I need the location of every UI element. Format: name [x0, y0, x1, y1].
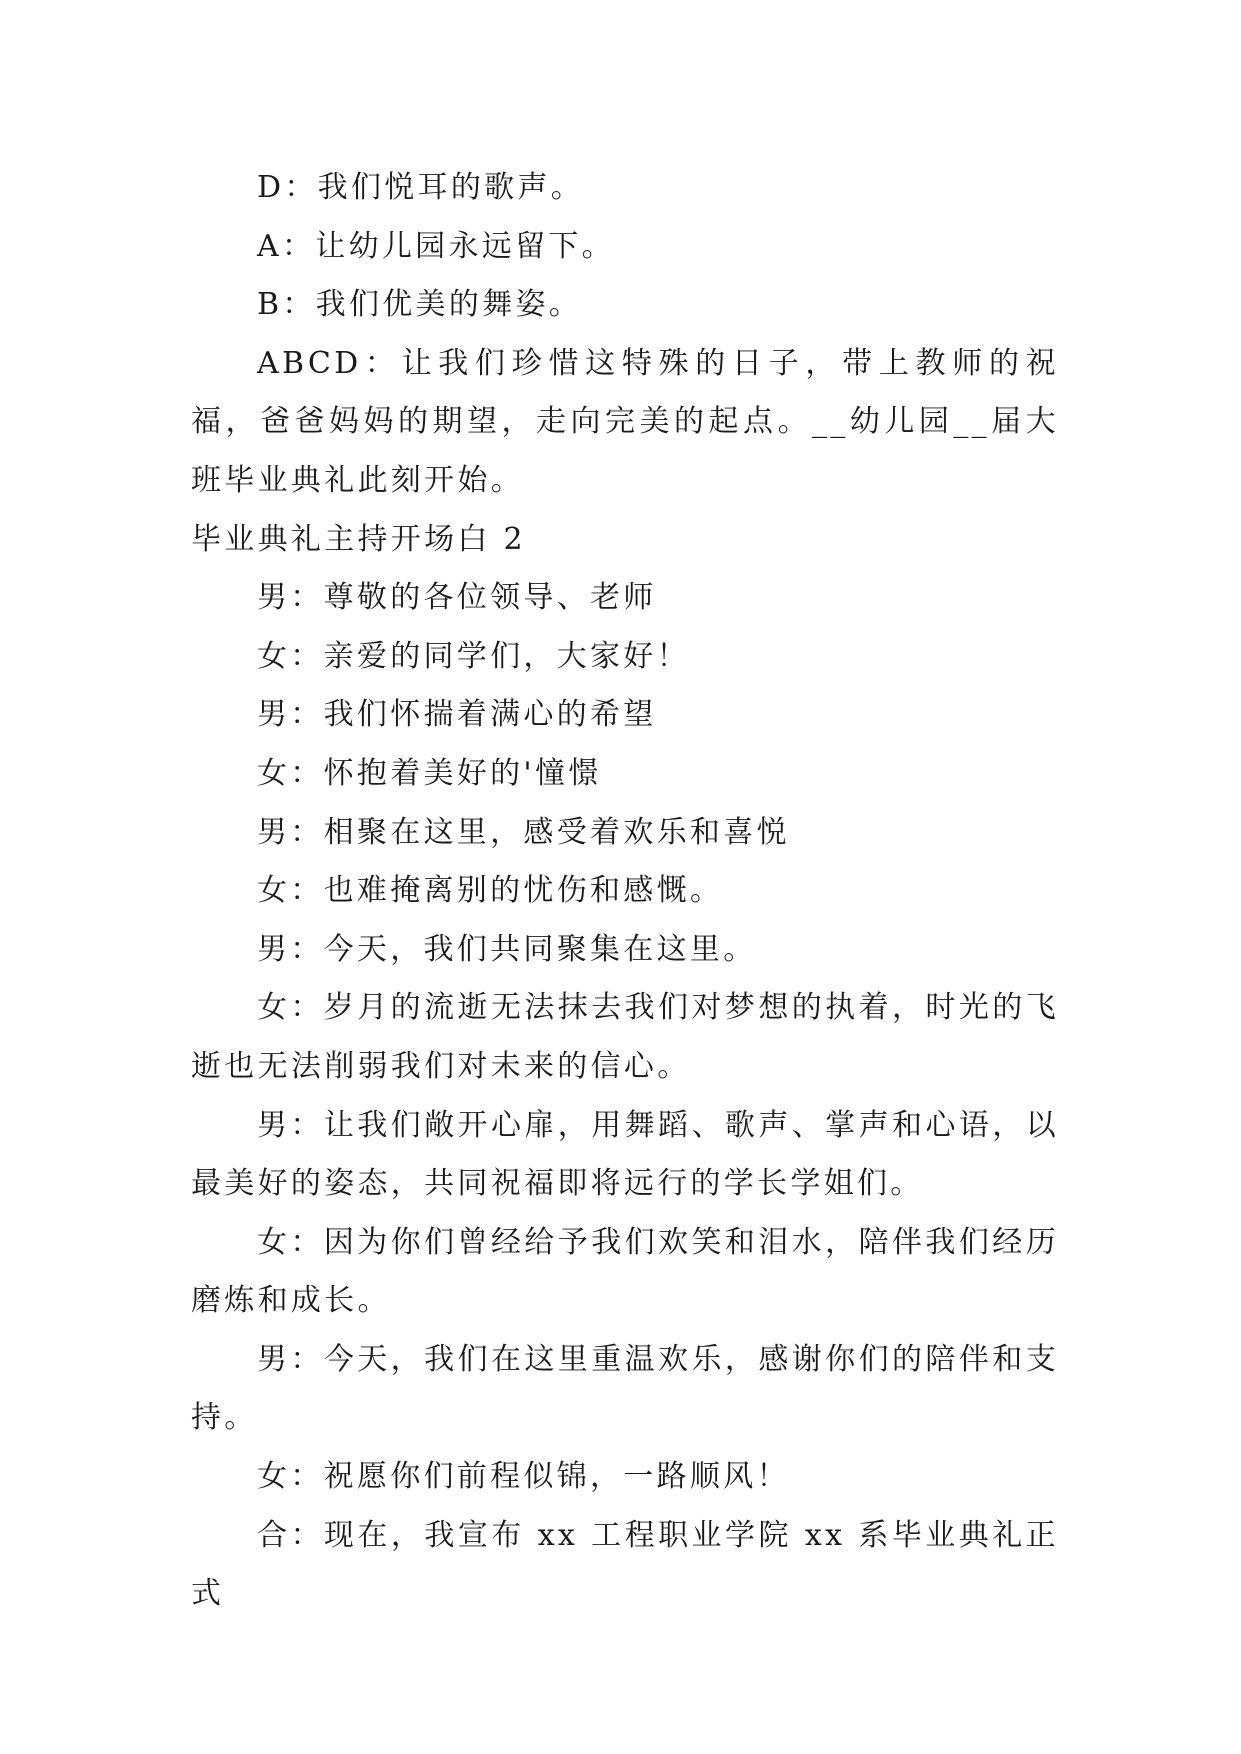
paragraph: D：我们悦耳的歌声。: [257, 170, 585, 205]
dialogue-line: 男：尊敬的各位领导、老师: [257, 580, 657, 616]
paragraph: A：让幼儿园永远留下。: [257, 228, 615, 264]
dialogue-line: 女：祝愿你们前程似锦，一路顺风！: [257, 1459, 790, 1495]
document-body: [191, 159, 1059, 1624]
dialogue-line: 女：亲爱的同学们，大家好！: [257, 638, 690, 674]
dialogue-line: 合：现在，我宣布 xx 工程职业学院 xx 系毕业典礼正式: [191, 1517, 1059, 1612]
dialogue-line: 女：岁月的流逝无法抹去我们对梦想的执着，时光的飞逝也无法削弱我们对未来的信心。: [191, 990, 1059, 1084]
dialogue-line: 女：怀抱着美好的'憧憬: [257, 755, 602, 791]
dialogue-line: 男：我们怀揣着满心的希望: [257, 697, 657, 733]
dialogue-line: 女：也难掩离别的忧伤和感慨。: [257, 873, 724, 909]
section-heading: 毕业典礼主持开场白 2: [191, 521, 526, 557]
dialogue-line: 男：今天，我们在这里重温欢乐，感谢你们的陪伴和支持。: [191, 1341, 1059, 1436]
dialogue-line: 男：让我们敞开心扉，用舞蹈、歌声、掌声和心语，以最美好的姿态，共同祝福即将远行的学长学姐们。: [191, 1107, 1059, 1202]
dialogue-line: 男：相聚在这里，感受着欢乐和喜悦: [257, 814, 790, 850]
paragraph: B：我们优美的舞姿。: [257, 287, 583, 323]
dialogue-line: 男：今天，我们共同聚集在这里。: [257, 931, 757, 967]
dialogue-line: 女：因为你们曾经给予我们欢笑和泪水，陪伴我们经历磨炼和成长。: [191, 1224, 1059, 1319]
continued-section: [191, 159, 1059, 511]
section-2: [191, 511, 1059, 1624]
paragraph: ABCD：让我们珍惜这特殊的日子，带上教师的祝福，爸爸妈妈的期望，走向完美的起点。__幼儿园__届大班毕业典礼此刻开始。: [191, 345, 1059, 498]
